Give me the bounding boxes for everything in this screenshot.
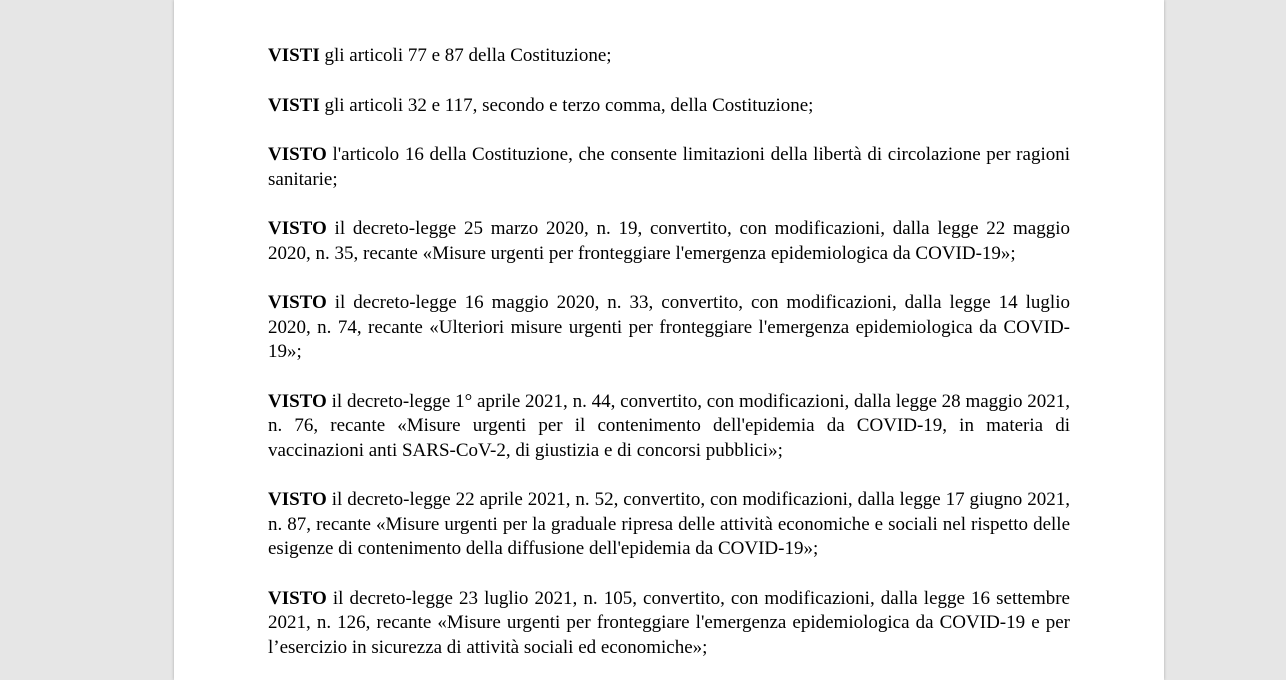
document-page (174, 0, 1164, 680)
paragraph-text: il decreto-legge 22 aprile 2021, n. 52, convertito, con modificazioni, dalla legge 17 giugno 2021, n. 87, recante «Misure urgenti per la graduale ripresa delle attività economiche e sociali nel rispetto delle esigenze di contenimento della diffusione dell'epidemia da COVID-19»; (268, 489, 1070, 559)
paragraph-text: il decreto-legge 16 maggio 2020, n. 33, convertito, con modificazioni, dalla legge 14 luglio 2020, n. 74, recante «Ulteriori misure urgenti per fronteggiare l'emergenza epidemiologica da COVID-19»; (268, 292, 1070, 362)
paragraph-text: l'articolo 16 della Costituzione, che consente limitazioni della libertà di circolazione per ragioni sanitarie; (268, 144, 1070, 190)
paragraph-text: gli articoli 32 e 117, secondo e terzo comma, della Costituzione; (319, 94, 814, 116)
paragraph-lead: VISTO (268, 390, 327, 412)
paragraph-lead: VISTO (268, 587, 327, 609)
paragraph (268, 488, 1070, 562)
paragraph (268, 587, 1070, 661)
paragraph-lead: VISTO (268, 218, 327, 239)
paragraph-lead: VISTO (268, 292, 327, 313)
paragraph (268, 291, 1070, 365)
paragraph-text: il decreto-legge 25 marzo 2020, n. 19, convertito, con modificazioni, dalla legge 22 maggio 2020, n. 35, recante «Misure urgenti per fronteggiare l'emergenza epidemiologica da COVID-19»; (268, 218, 1070, 264)
paragraph-lead: VISTO (268, 144, 327, 165)
paragraph-lead: VISTI (268, 94, 320, 116)
paragraph (268, 217, 1070, 266)
paragraph-text: il decreto-legge 23 luglio 2021, n. 105, convertito, con modificazioni, dalla legge 16 settembre 2021, n. 126, recante «Misure urgenti per fronteggiare l'emergenza epidemiologica da COVID-19 e per l’esercizio in sicurezza di attività sociali ed economiche»; (268, 587, 1070, 658)
paragraph (268, 94, 1070, 119)
paragraph (268, 143, 1070, 192)
paragraph-lead: VISTI (268, 45, 320, 66)
paragraph-text: gli articoli 77 e 87 della Costituzione; (319, 45, 612, 66)
paragraph-lead: VISTO (268, 489, 327, 510)
paragraph-text: il decreto-legge 1° aprile 2021, n. 44, convertito, con modificazioni, dalla legge 28 maggio 2021, n. 76, recante «Misure urgenti per il contenimento dell'epidemia da COVID-19, in materia di vaccinazioni anti SARS-CoV-2, di giustizia e di concorsi pubblici»; (268, 390, 1070, 461)
document-body (268, 44, 1070, 680)
paragraph (268, 390, 1070, 464)
paragraph (268, 44, 1070, 69)
